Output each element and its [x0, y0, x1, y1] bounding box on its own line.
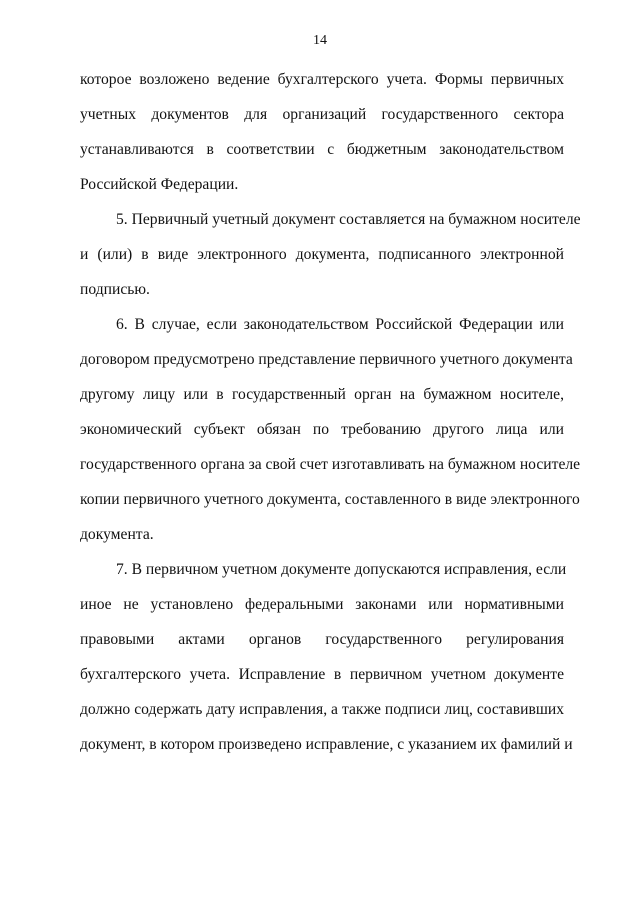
paragraph-line: которое возложено ведение бухгалтерского учета. Формы первичных [80, 71, 564, 88]
paragraph-line: иное не установлено федеральными законами или нормативными [80, 596, 564, 613]
paragraph-line: копии первичного учетного документа, составленного в виде электронного [80, 491, 580, 508]
paragraph-line: бухгалтерского учета. Исправление в первичном учетном документе [80, 666, 564, 683]
paragraph-line: договором предусмотрено представление первичного учетного документа [80, 351, 573, 368]
paragraph-line: правовыми актами органов государственного регулирования [80, 631, 564, 648]
paragraph-line: другому лицу или в государственный орган на бумажном носителе, [80, 386, 564, 403]
paragraph-line: учетных документов для организаций государственного сектора [80, 106, 564, 123]
paragraph-line: Российской Федерации. [80, 176, 239, 193]
paragraph-line: 6. В случае, если законодательством Российской Федерации или [116, 316, 564, 333]
paragraph-line: устанавливаются в соответствии с бюджетным законодательством [80, 141, 564, 158]
paragraph-line: 5. Первичный учетный документ составляется на бумажном носителе [116, 211, 581, 228]
paragraph-line: документ, в котором произведено исправление, с указанием их фамилий и [80, 736, 573, 753]
paragraph-line: должно содержать дату исправления, а также подписи лиц, составивших [80, 701, 564, 718]
page-number: 14 [313, 33, 327, 48]
paragraph-line: документа. [80, 526, 154, 543]
paragraph-line: экономический субъект обязан по требованию другого лица или [80, 421, 564, 438]
paragraph-line: 7. В первичном учетном документе допускаются исправления, если [116, 561, 567, 578]
paragraph-line: государственного органа за свой счет изготавливать на бумажном носителе [80, 456, 581, 473]
paragraph-line: подписью. [80, 281, 150, 298]
paragraph-line: и (или) в виде электронного документа, подписанного электронной [80, 246, 564, 263]
